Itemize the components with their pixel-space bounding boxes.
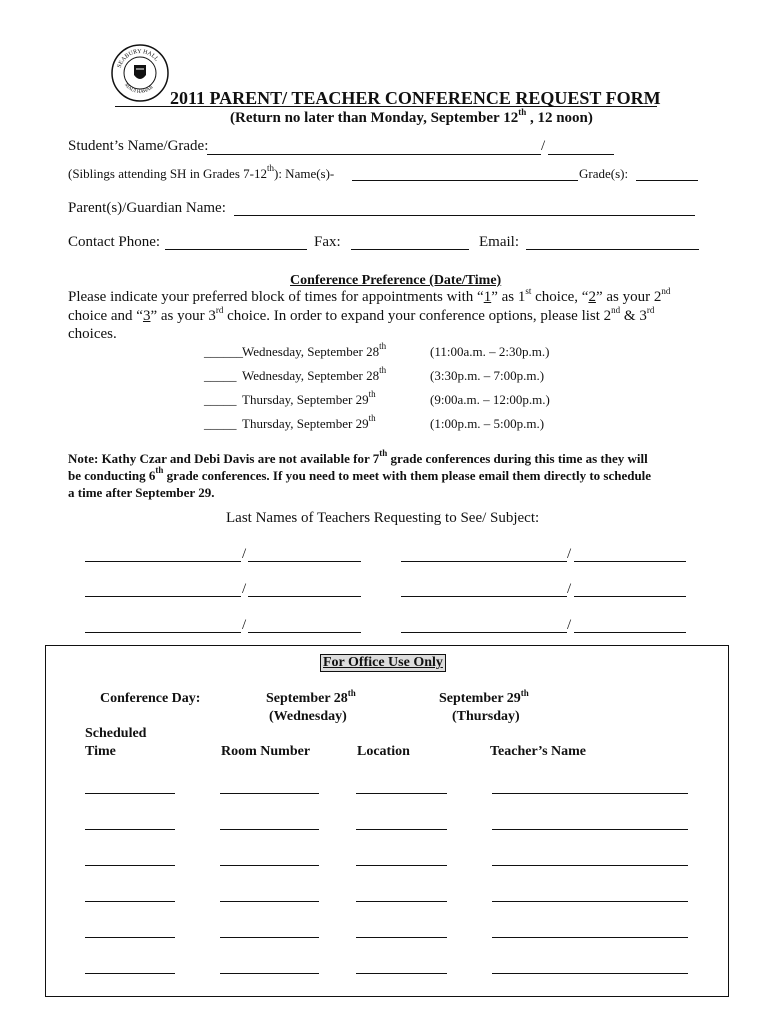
teacher-name-field[interactable] (85, 632, 241, 633)
room-field[interactable] (220, 865, 319, 866)
page-title: 2011 PARENT/ TEACHER CONFERENCE REQUEST FORM (170, 88, 661, 108)
teacher-name-field[interactable] (492, 901, 688, 902)
time-field[interactable] (85, 793, 175, 794)
option-time: (9:00a.m. – 12:00p.m.) (430, 392, 550, 407)
teacher-name-field[interactable] (85, 596, 241, 597)
teacher-name-field[interactable] (492, 829, 688, 830)
preference-heading: Conference Preference (Date/Time) (290, 273, 502, 288)
preference-instructions-line1: Please indicate your preferred block of times for appointments with “1” as 1st choice, “2” as your 2nd (68, 286, 671, 305)
seal-top-text: SEABURY HALL (116, 48, 160, 69)
note-line2: be conducting 6th grade conferences. If you need to meet with them please email them directly to schedule (68, 465, 652, 483)
school-seal (110, 43, 170, 103)
fax-field[interactable] (351, 249, 469, 250)
room-field[interactable] (220, 829, 319, 830)
student-slash: / (541, 138, 546, 154)
time-field[interactable] (85, 973, 175, 974)
parent-name-label: Parent(s)/Guardian Name: (68, 200, 226, 216)
room-field[interactable] (220, 901, 319, 902)
preference-instructions-line2: choice and “3” as your 3rd choice. In order to expand your conference options, please list 2nd & 3rd (68, 305, 655, 324)
location-field[interactable] (356, 973, 447, 974)
siblings-names-field[interactable] (352, 180, 578, 181)
contact-phone-label: Contact Phone: (68, 234, 161, 250)
col-teacher: Teacher’s Name (490, 744, 587, 759)
day2-weekday: (Thursday) (452, 709, 520, 724)
option-day: Thursday, September 29th (242, 389, 376, 407)
title-rule (115, 106, 657, 107)
day1-date: September 28th (266, 688, 356, 706)
option-time: (1:00p.m. – 5:00p.m.) (430, 416, 545, 431)
col-location: Location (357, 744, 410, 759)
contact-phone-field[interactable] (165, 249, 307, 250)
teacher-name-field[interactable] (401, 561, 567, 562)
col-time: Time (85, 744, 116, 759)
option-blank[interactable]: ______ (204, 344, 243, 359)
student-name-label: Student’s Name/Grade: (68, 138, 209, 154)
student-grade-field[interactable] (548, 154, 614, 155)
option-blank[interactable]: _____ (204, 392, 237, 407)
teacher-subject-field[interactable] (248, 561, 361, 562)
teacher-slash: / (567, 581, 572, 597)
student-name-field[interactable] (207, 154, 541, 155)
siblings-grade-field[interactable] (636, 180, 698, 181)
location-field[interactable] (356, 865, 447, 866)
teacher-slash: / (242, 581, 247, 597)
option-blank[interactable]: _____ (204, 368, 237, 383)
teacher-name-field[interactable] (492, 973, 688, 974)
time-field[interactable] (85, 901, 175, 902)
teacher-name-field[interactable] (492, 793, 688, 794)
room-field[interactable] (220, 973, 319, 974)
teachers-heading: Last Names of Teachers Requesting to See/ Subject: (226, 510, 540, 526)
option-time: (11:00a.m. – 2:30p.m.) (430, 344, 550, 359)
teacher-slash: / (242, 617, 247, 633)
room-field[interactable] (220, 937, 319, 938)
office-heading: For Office Use Only (320, 654, 446, 672)
time-field[interactable] (85, 865, 175, 866)
option-day: Wednesday, September 28th (242, 365, 387, 383)
location-field[interactable] (356, 937, 447, 938)
teacher-slash: / (567, 617, 572, 633)
email-field[interactable] (526, 249, 699, 250)
siblings-grade-label: Grade(s): (579, 166, 629, 181)
teacher-subject-field[interactable] (574, 561, 686, 562)
option-time: (3:30p.m. – 7:00p.m.) (430, 368, 545, 383)
option-day: Thursday, September 29th (242, 413, 376, 431)
location-field[interactable] (356, 829, 447, 830)
teacher-slash: / (567, 546, 572, 562)
conference-day-label: Conference Day: (100, 691, 201, 706)
day2-date: September 29th (439, 688, 529, 706)
time-field[interactable] (85, 829, 175, 830)
teacher-subject-field[interactable] (248, 632, 361, 633)
teacher-name-field[interactable] (85, 561, 241, 562)
preference-instructions-line3: choices. (68, 326, 117, 342)
siblings-label: (Siblings attending SH in Grades 7-12th): Name(s)- (68, 163, 335, 181)
day1-weekday: (Wednesday) (269, 709, 347, 724)
teacher-name-field[interactable] (492, 937, 688, 938)
room-field[interactable] (220, 793, 319, 794)
option-day: Wednesday, September 28th (242, 341, 387, 359)
return-deadline: (Return no later than Monday, September 12th , 12 noon) (230, 107, 593, 126)
email-label: Email: (479, 234, 519, 250)
teacher-subject-field[interactable] (248, 596, 361, 597)
location-field[interactable] (356, 793, 447, 794)
teacher-name-field[interactable] (401, 632, 567, 633)
option-blank[interactable]: _____ (204, 416, 237, 431)
col-room: Room Number (221, 744, 311, 759)
location-field[interactable] (356, 901, 447, 902)
teacher-name-field[interactable] (401, 596, 567, 597)
parent-name-field[interactable] (234, 215, 695, 216)
note-line3: a time after September 29. (68, 485, 215, 500)
teacher-name-field[interactable] (492, 865, 688, 866)
fax-label: Fax: (314, 234, 341, 250)
teacher-slash: / (242, 546, 247, 562)
seal-bottom-text: MAUI HAWAII (123, 82, 155, 96)
teacher-subject-field[interactable] (574, 632, 686, 633)
note-line1: Note: Kathy Czar and Debi Davis are not available for 7th grade conferences during this time as they will (68, 448, 648, 466)
col-scheduled: Scheduled (85, 726, 147, 741)
time-field[interactable] (85, 937, 175, 938)
teacher-subject-field[interactable] (574, 596, 686, 597)
